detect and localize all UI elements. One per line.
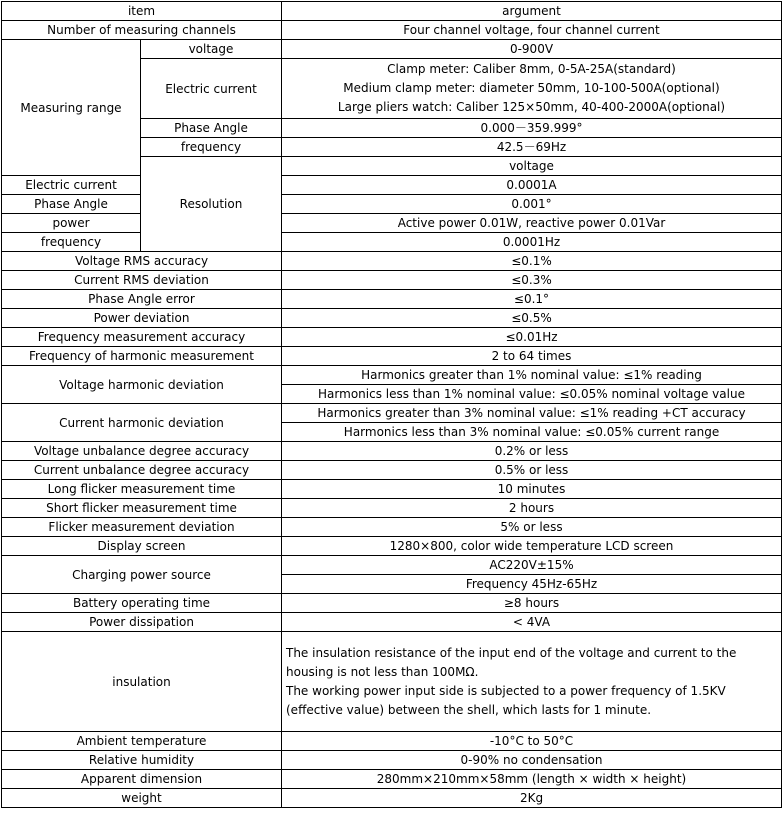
- row-value: 0.5% or less: [282, 461, 782, 480]
- table-row: [2, 518, 782, 537]
- table-row: [2, 632, 782, 732]
- header-item: item: [2, 2, 282, 21]
- row-label: Battery operating time: [2, 594, 282, 613]
- sub-label: Phase Angle: [2, 195, 141, 214]
- table-row: [2, 271, 782, 290]
- row-value: Four channel voltage, four channel current: [282, 21, 782, 40]
- table-row: [2, 309, 782, 328]
- row-label: weight: [2, 789, 282, 808]
- group-label-resolution: Resolution: [141, 157, 282, 252]
- row-value: 0.001°: [282, 195, 782, 214]
- row-value: Harmonics greater than 3% nominal value: ≤1% reading +CT accuracy: [282, 404, 782, 423]
- row-value: 0.0001A: [282, 176, 782, 195]
- row-value: 0.0001Hz: [282, 233, 782, 252]
- table-row: [2, 40, 782, 59]
- row-value: 42.5－69Hz: [282, 138, 782, 157]
- table-row: [2, 195, 782, 214]
- table-row: [2, 537, 782, 556]
- row-value: 1280×800, color wide temperature LCD screen: [282, 537, 782, 556]
- row-value: AC220V±15%: [282, 556, 782, 575]
- table-row: [2, 176, 782, 195]
- row-value: ≥8 hours: [282, 594, 782, 613]
- table-row: [2, 290, 782, 309]
- row-label: Frequency measurement accuracy: [2, 328, 282, 347]
- sub-label: power: [2, 214, 141, 233]
- row-label: insulation: [2, 632, 282, 732]
- table-row: [2, 480, 782, 499]
- table-row: [2, 594, 782, 613]
- row-value: Frequency 45Hz-65Hz: [282, 575, 782, 594]
- row-label: Charging power source: [2, 556, 282, 594]
- sub-label: voltage: [141, 40, 282, 59]
- row-label: Flicker measurement deviation: [2, 518, 282, 537]
- row-label: Voltage RMS accuracy: [2, 252, 282, 271]
- sub-label: frequency: [2, 233, 141, 252]
- table-row: [2, 252, 782, 271]
- row-value: ≤0.1%: [282, 252, 782, 271]
- row-label: Phase Angle error: [2, 290, 282, 309]
- sub-label: voltage: [282, 157, 782, 176]
- row-value: Active power 0.01W, reactive power 0.01Var: [282, 214, 782, 233]
- table-row: [2, 461, 782, 480]
- row-value: ≤0.5%: [282, 309, 782, 328]
- row-value-multiline: [282, 59, 782, 119]
- table-row: [2, 770, 782, 789]
- value-paragraph: The insulation resistance of the input end of the voltage and current to the housing is not less than 100MΩ.: [286, 645, 737, 679]
- row-value: Harmonics less than 3% nominal value: ≤0.05% current range: [282, 423, 782, 442]
- row-label: Power dissipation: [2, 613, 282, 632]
- spec-table: [1, 1, 782, 808]
- row-value: 0-90% no condensation: [282, 751, 782, 770]
- row-value: 280mm×210mm×58mm (length × width × height): [282, 770, 782, 789]
- row-value: 0.2% or less: [282, 442, 782, 461]
- value-paragraph: The working power input side is subjected to a power frequency of 1.5KV (effective value) between the shell, which lasts for 1 minute.: [286, 683, 726, 717]
- row-label: Voltage harmonic deviation: [2, 366, 282, 404]
- table-row: [2, 442, 782, 461]
- row-value: 0.000－359.999°: [282, 119, 782, 138]
- table-row: [2, 613, 782, 632]
- value-line: Large pliers watch: Caliber 125×50mm, 40-400-2000A(optional): [337, 100, 726, 114]
- row-value: 5% or less: [282, 518, 782, 537]
- row-label: Frequency of harmonic measurement: [2, 347, 282, 366]
- row-label: Current RMS deviation: [2, 271, 282, 290]
- sub-label: Electric current: [141, 59, 282, 119]
- row-label: Voltage unbalance degree accuracy: [2, 442, 282, 461]
- row-value: 2 to 64 times: [282, 347, 782, 366]
- header-argument: argument: [282, 2, 782, 21]
- table-row: [2, 214, 782, 233]
- row-value: Harmonics greater than 1% nominal value: ≤1% reading: [282, 366, 782, 385]
- row-value: ≤0.01Hz: [282, 328, 782, 347]
- table-row: [2, 732, 782, 751]
- row-label: Power deviation: [2, 309, 282, 328]
- sub-label: Electric current: [2, 176, 141, 195]
- row-value: 10 minutes: [282, 480, 782, 499]
- row-value: 0-900V: [282, 40, 782, 59]
- row-label: Current unbalance degree accuracy: [2, 461, 282, 480]
- header-row: [2, 2, 782, 21]
- row-label: Display screen: [2, 537, 282, 556]
- table-row: [2, 499, 782, 518]
- table-row: [2, 21, 782, 40]
- table-row: [2, 328, 782, 347]
- table-row: [2, 347, 782, 366]
- row-label: Apparent dimension: [2, 770, 282, 789]
- row-value: ≤0.1°: [282, 290, 782, 309]
- row-value: 2Kg: [282, 789, 782, 808]
- table-row: [2, 789, 782, 808]
- row-value: ≤0.3%: [282, 271, 782, 290]
- row-value: -10°C to 50°C: [282, 732, 782, 751]
- row-label: Long flicker measurement time: [2, 480, 282, 499]
- value-line: Medium clamp meter: diameter 50mm, 10-100-500A(optional): [343, 81, 720, 95]
- table-row: [2, 233, 782, 252]
- row-value-paragraph: [282, 632, 782, 732]
- row-value: < 4VA: [282, 613, 782, 632]
- value-line: Clamp meter: Caliber 8mm, 0-5A-25A(standard): [387, 62, 676, 76]
- sub-label: frequency: [141, 138, 282, 157]
- row-value: 2 hours: [282, 499, 782, 518]
- row-label: Current harmonic deviation: [2, 404, 282, 442]
- group-label-measuring-range: Measuring range: [2, 40, 141, 176]
- row-label: Number of measuring channels: [2, 21, 282, 40]
- table-row: [2, 366, 782, 385]
- row-label: Relative humidity: [2, 751, 282, 770]
- table-row: [2, 404, 782, 423]
- row-value: Harmonics less than 1% nominal value: ≤0.05% nominal voltage value: [282, 385, 782, 404]
- row-label: Short flicker measurement time: [2, 499, 282, 518]
- table-row: [2, 556, 782, 575]
- row-label: Ambient temperature: [2, 732, 282, 751]
- sub-label: Phase Angle: [141, 119, 282, 138]
- table-row: [2, 751, 782, 770]
